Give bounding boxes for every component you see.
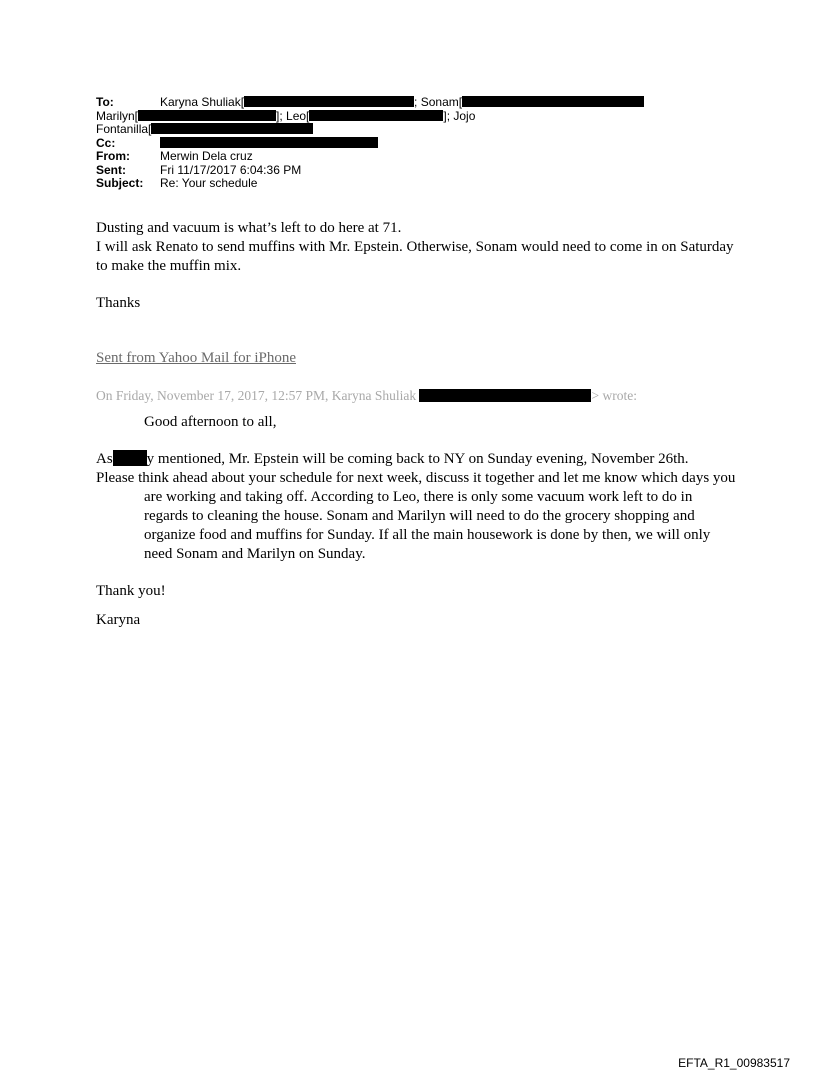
redaction-box xyxy=(151,123,313,134)
body-line-2: I will ask Renato to send muffins with Mr. Epstein. Otherwise, Sonam would need to come in on Saturday to make the muffin mix. xyxy=(96,239,734,274)
redaction-box xyxy=(309,110,443,121)
from-value: Merwin Dela cruz xyxy=(160,149,253,163)
to-row-continued xyxy=(96,110,696,124)
quoted-message-header xyxy=(96,386,736,405)
cc-value xyxy=(160,137,378,151)
greeting-text: Good afternoon to all, xyxy=(144,414,277,430)
sign-off-name: Karyna xyxy=(96,612,141,628)
sent-row xyxy=(96,164,696,178)
cc-row xyxy=(96,137,696,151)
redaction-box xyxy=(113,450,147,466)
quote-header-end: > wrote: xyxy=(591,388,637,403)
subject-label: Subject: xyxy=(96,176,144,190)
redaction-box xyxy=(138,110,276,121)
thanks-text: Thanks xyxy=(96,295,141,311)
to-recipient-1: Karyna Shuliak[ xyxy=(160,95,245,109)
cc-label: Cc: xyxy=(96,135,116,150)
yahoo-mail-signature-link[interactable]: Sent from Yahoo Mail for iPhone xyxy=(96,350,296,366)
to-value xyxy=(160,96,644,110)
document-id: EFTA_R1_00983517 xyxy=(678,1056,790,1070)
quoted-paragraph-2: Please think ahead about your schedule for next week, discuss it together and let me know which days you are working and taking off. According to Leo, there is only some vacuum work left to do in regards to cleaning the house. Sonam and Marilyn will need to do the grocery shopping and organize food and muffins for Sunday. If all the main housework is done by then, we will only need Sonam and Marilyn on Sunday. xyxy=(96,470,736,562)
thank-you-text: Thank you! xyxy=(96,583,166,599)
to-recipient-3: Fontanilla[ xyxy=(96,122,152,136)
email-header xyxy=(96,96,696,191)
subject-row xyxy=(96,177,696,191)
para1-start: As xyxy=(96,451,113,467)
email-body xyxy=(96,219,736,630)
from-row xyxy=(96,150,696,164)
redaction-box xyxy=(244,96,414,107)
to-separator-2: ]; Leo[ xyxy=(276,108,310,123)
redaction-box xyxy=(419,389,591,402)
to-row-continued-2 xyxy=(96,123,696,137)
to-row xyxy=(96,96,696,110)
to-separator-3: ]; Jojo xyxy=(443,108,476,123)
sent-value: Fri 11/17/2017 6:04:36 PM xyxy=(160,162,302,177)
to-separator-1: ; Sonam[ xyxy=(414,95,463,109)
sent-label: Sent: xyxy=(96,162,126,177)
from-label: From: xyxy=(96,149,130,163)
subject-value: Re: Your schedule xyxy=(160,176,258,190)
para1-rest: y mentioned, Mr. Epstein will be coming back to NY on Sunday evening, November 26th. xyxy=(146,451,689,467)
to-recipient-2: Marilyn[ xyxy=(96,108,139,123)
redaction-box xyxy=(462,96,644,107)
quoted-paragraph-1 xyxy=(96,450,736,469)
to-label: To: xyxy=(96,95,114,109)
redaction-box xyxy=(160,137,378,148)
body-line-1: Dusting and vacuum is what’s left to do here at 71. xyxy=(96,220,402,236)
quote-header-start: On Friday, November 17, 2017, 12:57 PM, Karyna Shuliak xyxy=(96,388,417,403)
